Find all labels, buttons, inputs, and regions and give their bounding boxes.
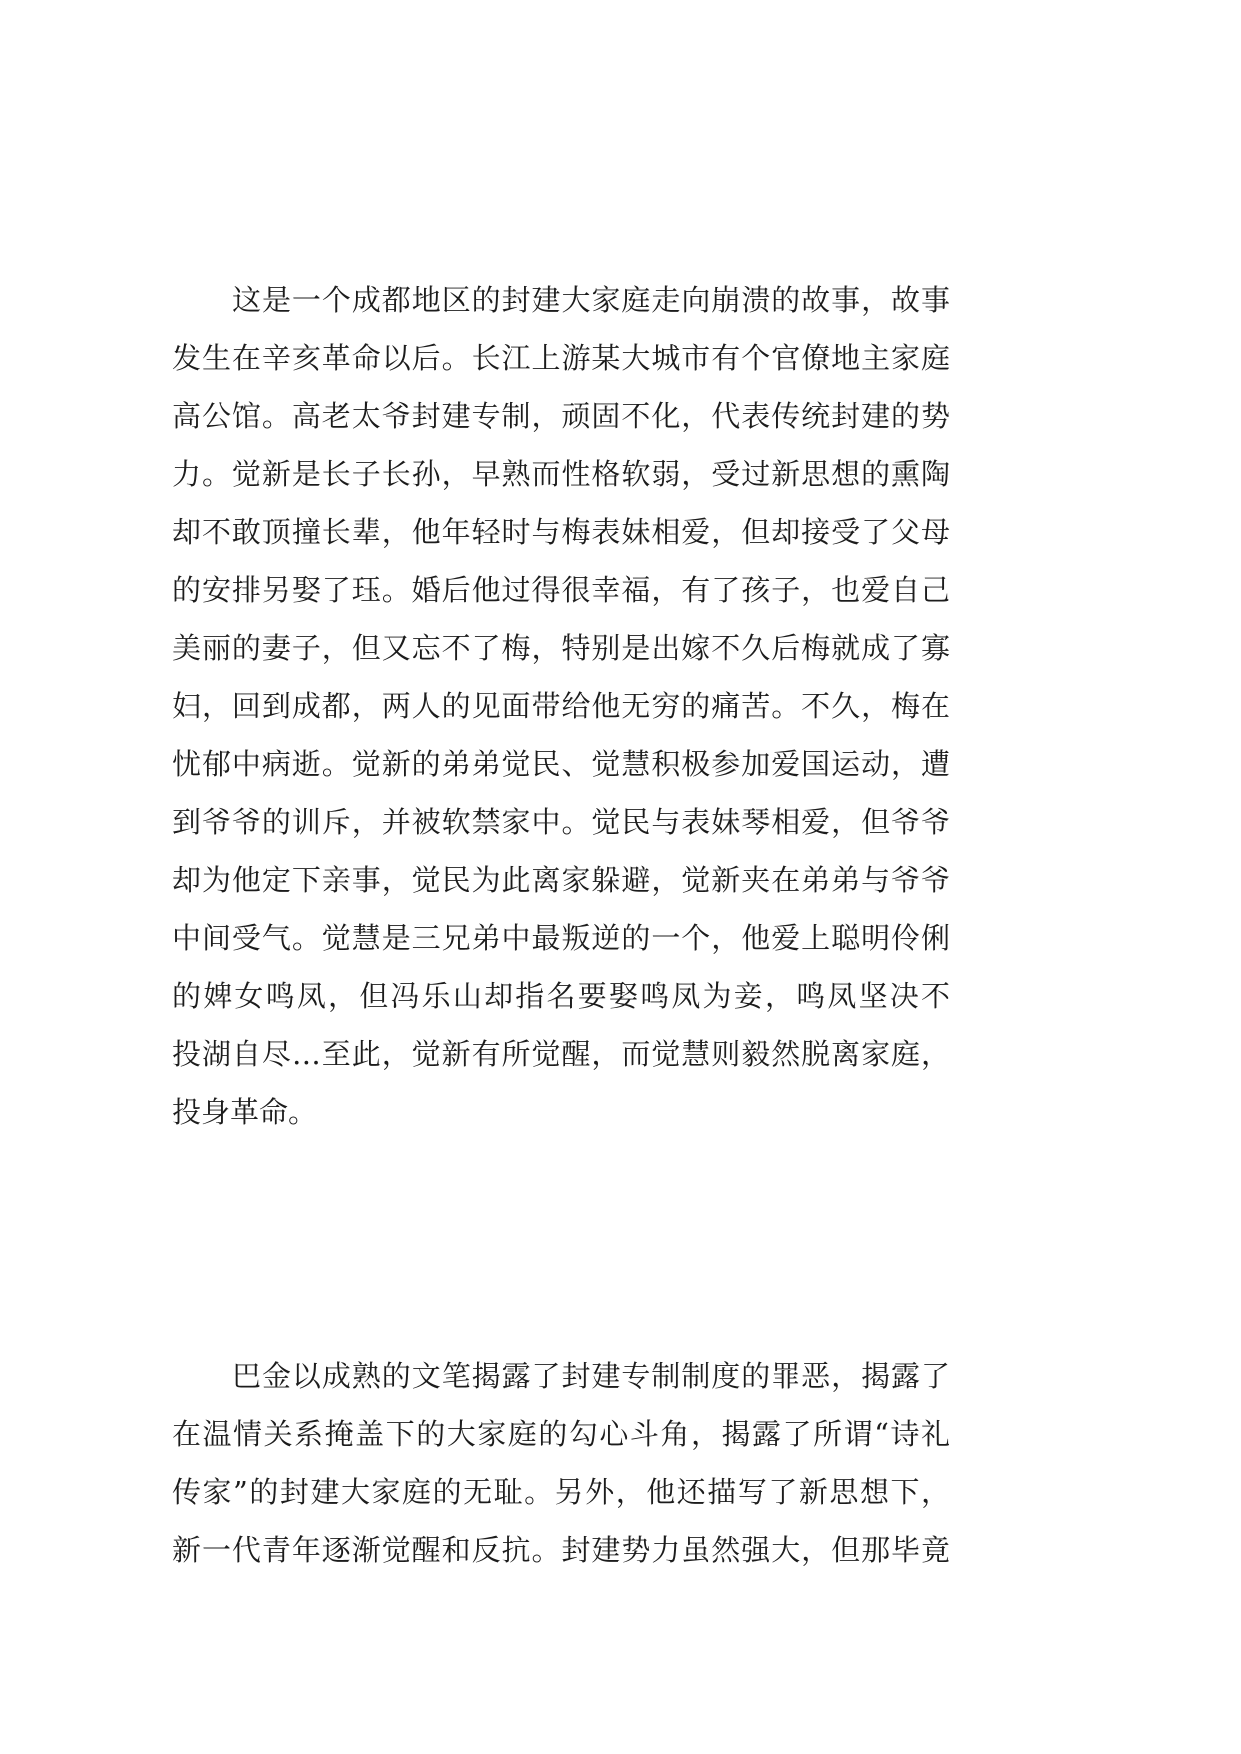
text-line: 传家”的封建大家庭的无耻。另外，他还描写了新思想下， — [172, 1475, 950, 1509]
text-line: 力。觉新是长子长孙，早熟而性格软弱，受过新思想的熏陶 — [172, 457, 950, 491]
text-line: 忧郁中病逝。觉新的弟弟觉民、觉慧积极参加爱国运动，遭 — [172, 747, 950, 781]
paragraph-story-summary — [172, 271, 950, 1141]
paragraph-commentary — [172, 1347, 950, 1579]
text-line: 巴金以成熟的文笔揭露了封建专制制度的罪恶，揭露了 — [232, 1359, 950, 1393]
text-line: 发生在辛亥革命以后。长江上游某大城市有个官僚地主家庭 — [172, 341, 950, 375]
text-line: 高公馆。高老太爷封建专制，顽固不化，代表传统封建的势 — [172, 399, 950, 433]
text-line: 中间受气。觉慧是三兄弟中最叛逆的一个，他爱上聪明伶俐 — [172, 921, 950, 955]
text-line: 投湖自尽…至此，觉新有所觉醒，而觉慧则毅然脱离家庭， — [172, 1037, 950, 1071]
text-line: 在温情关系掩盖下的大家庭的勾心斗角，揭露了所谓“诗礼 — [172, 1417, 950, 1451]
text-line: 的婢女鸣凤，但冯乐山却指名要娶鸣凤为妾，鸣凤坚决不 — [172, 979, 950, 1013]
text-line: 美丽的妻子，但又忘不了梅，特别是出嫁不久后梅就成了寡 — [172, 631, 950, 665]
text-line: 却为他定下亲事，觉民为此离家躲避，觉新夹在弟弟与爷爷 — [172, 863, 950, 897]
text-line: 投身革命。 — [172, 1095, 318, 1129]
text-line: 妇，回到成都，两人的见面带给他无穷的痛苦。不久，梅在 — [172, 689, 950, 723]
text-line: 却不敢顶撞长辈，他年轻时与梅表妹相爱，但却接受了父母 — [172, 515, 950, 549]
text-line: 这是一个成都地区的封建大家庭走向崩溃的故事，故事 — [232, 283, 950, 317]
text-line: 的安排另娶了珏。婚后他过得很幸福，有了孩子，也爱自己 — [172, 573, 950, 607]
text-line: 新一代青年逐渐觉醒和反抗。封建势力虽然强大，但那毕竟 — [172, 1533, 950, 1567]
text-line: 到爷爷的训斥，并被软禁家中。觉民与表妹琴相爱，但爷爷 — [172, 805, 950, 839]
